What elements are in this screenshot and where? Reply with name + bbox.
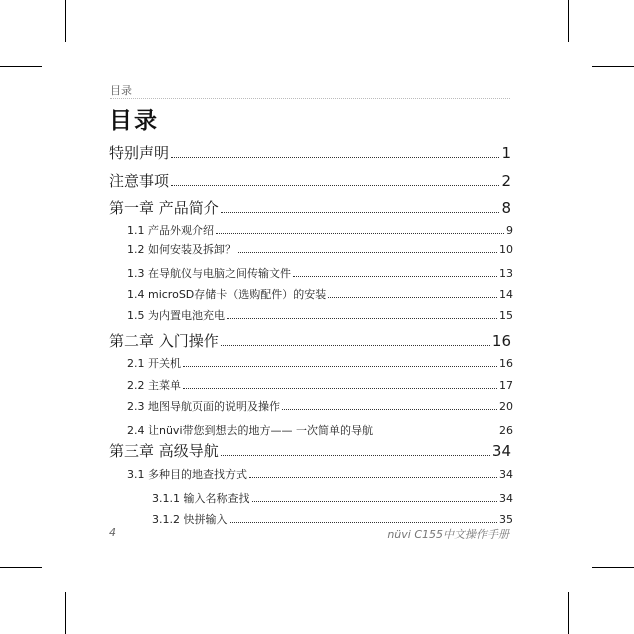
toc-entry-page-number: 17 xyxy=(499,379,513,392)
toc-entry-leader-dots xyxy=(216,225,504,234)
toc-entry-page-number: 34 xyxy=(499,492,513,505)
toc-entry-leader-dots xyxy=(328,289,497,298)
crop-mark-top-right-horizontal xyxy=(592,66,634,67)
crop-mark-top-left-vertical xyxy=(65,0,66,42)
toc-entry-title: 第二章 入门操作 xyxy=(109,332,219,350)
toc-entry-title: 2.4 让nüvi带您到想去的地方—— 一次简单的导航 xyxy=(127,424,373,437)
toc-entry-page-number: 9 xyxy=(506,224,513,237)
running-header: 目录 xyxy=(110,84,132,97)
toc-entry-leader-dots xyxy=(183,358,497,367)
toc-entry-page-number: 34 xyxy=(491,442,511,460)
toc-entry[interactable] xyxy=(127,466,513,481)
toc-entry-title: 1.3 在导航仪与电脑之间传输文件 xyxy=(127,267,291,280)
toc-entry-page-number: 16 xyxy=(491,332,511,350)
toc-entry[interactable] xyxy=(127,265,513,280)
header-rule xyxy=(110,98,510,99)
toc-entry-page-number: 35 xyxy=(499,513,513,526)
toc-entry-leader-dots xyxy=(238,244,497,253)
toc-entry-leader-dots xyxy=(282,401,497,410)
toc-entry[interactable] xyxy=(109,142,511,162)
toc-entry[interactable] xyxy=(109,197,511,217)
toc-entry-leader-dots xyxy=(293,268,497,277)
toc-entry[interactable] xyxy=(127,286,513,301)
toc-entry-leader-dots xyxy=(249,469,497,478)
toc-entry[interactable] xyxy=(152,511,513,526)
toc-entry-page-number: 13 xyxy=(499,267,513,280)
toc-entry-page-number: 34 xyxy=(499,468,513,481)
toc-entry-leader-dots xyxy=(171,147,499,159)
toc-entry[interactable] xyxy=(109,440,511,460)
toc-entry-title: 1.4 microSD存储卡（选购配件）的安装 xyxy=(127,288,327,301)
toc-entry-page-number: 10 xyxy=(499,243,513,256)
toc-entry-page-number: 26 xyxy=(499,424,513,437)
toc-entry-page-number: 20 xyxy=(499,400,513,413)
toc-entry-page-number: 2 xyxy=(501,172,511,190)
toc-entry[interactable] xyxy=(109,170,511,190)
toc-entry[interactable] xyxy=(127,222,513,237)
toc-entry-title: 3.1.1 输入名称查找 xyxy=(152,492,250,505)
crop-mark-top-right-vertical xyxy=(568,0,569,42)
toc-entry-title: 3.1.2 快拼输入 xyxy=(152,513,228,526)
toc-entry[interactable] xyxy=(109,330,511,350)
toc-entry-page-number: 16 xyxy=(499,357,513,370)
toc-entry-leader-dots xyxy=(221,335,490,347)
toc-entry-leader-dots xyxy=(230,514,498,523)
toc-entry-page-number: 1 xyxy=(501,144,511,162)
toc-entry-title: 1.5 为内置电池充电 xyxy=(127,309,225,322)
toc-entry-page-number: 8 xyxy=(501,199,511,217)
crop-mark-bottom-right-horizontal xyxy=(592,567,634,568)
page-number: 4 xyxy=(109,526,116,539)
toc-entry-page-number: 15 xyxy=(499,309,513,322)
toc-entry-leader-dots xyxy=(221,202,500,214)
toc-entry-leader-dots xyxy=(252,493,498,502)
toc-entry-title: 第三章 高级导航 xyxy=(109,442,219,460)
toc-entry[interactable] xyxy=(152,490,513,505)
toc-entry-title: 2.1 开关机 xyxy=(127,357,181,370)
toc-entry[interactable] xyxy=(127,307,513,322)
toc-entry-title: 第一章 产品简介 xyxy=(109,199,219,217)
crop-mark-bottom-right-vertical xyxy=(568,592,569,634)
toc-entry-page-number: 14 xyxy=(499,288,513,301)
toc-entry-leader-dots xyxy=(375,426,497,434)
toc-entry-title: 特别声明 xyxy=(109,144,170,162)
toc-entry[interactable] xyxy=(127,377,513,392)
toc-entry[interactable] xyxy=(127,422,513,437)
crop-mark-bottom-left-vertical xyxy=(65,592,66,634)
document-title: nüvi C155中文操作手册 xyxy=(387,528,509,541)
toc-entry-title: 1.1 产品外观介绍 xyxy=(127,224,214,237)
toc-entry-title: 2.2 主菜单 xyxy=(127,379,181,392)
toc-entry-title: 3.1 多种目的地查找方式 xyxy=(127,468,247,481)
page-title: 目录 xyxy=(109,108,159,134)
toc-entry-title: 注意事项 xyxy=(109,172,170,190)
toc-entry-leader-dots xyxy=(227,310,497,319)
toc-entry[interactable] xyxy=(127,355,513,370)
crop-mark-bottom-left-horizontal xyxy=(0,567,42,568)
toc-entry-leader-dots xyxy=(221,445,490,457)
toc-entry-leader-dots xyxy=(171,175,499,187)
crop-mark-top-left-horizontal xyxy=(0,66,42,67)
toc-entry-title: 2.3 地图导航页面的说明及操作 xyxy=(127,400,280,413)
toc-entry[interactable] xyxy=(127,398,513,413)
toc-entry-leader-dots xyxy=(183,380,497,389)
toc-entry[interactable] xyxy=(127,241,513,256)
toc-entry-title: 1.2 如何安装及拆卸？ xyxy=(127,243,236,256)
